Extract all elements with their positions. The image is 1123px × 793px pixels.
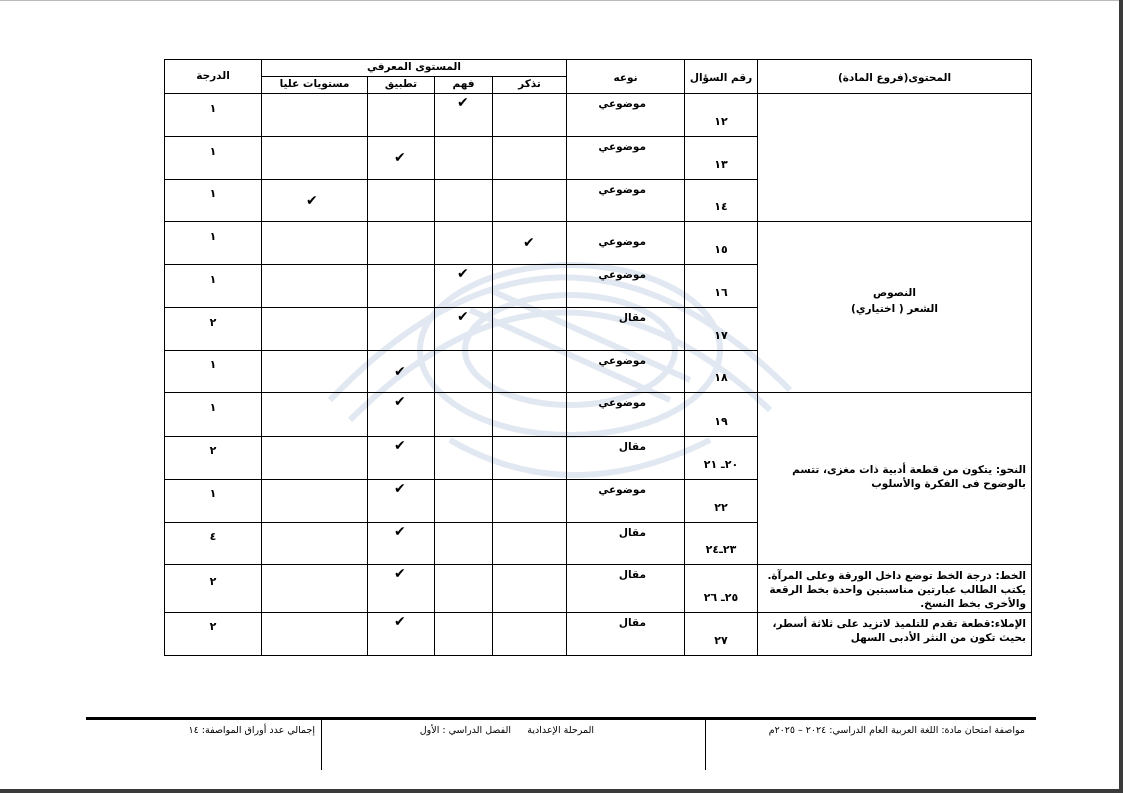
content-description: النحو: يتكون من قطعة أدبية ذات مغزى، تتسم بالوضوح فى الفكرة والأسلوب: [792, 464, 1026, 491]
header-question-number: رقم السؤال: [685, 60, 758, 94]
question-number: ١٤: [714, 200, 728, 214]
check-mark-icon: ✔: [394, 364, 406, 381]
level-understand-cell: [435, 180, 493, 222]
level-remember-cell: [493, 564, 567, 612]
level-understand-cell: [435, 564, 493, 612]
check-mark-icon: ✔: [394, 613, 406, 630]
question-type: مقال: [618, 440, 646, 453]
check-mark-icon: ✔: [394, 437, 406, 454]
level-apply-cell: [368, 94, 435, 137]
question-type: مقال: [618, 616, 646, 629]
check-mark-icon: ✔: [457, 266, 469, 283]
level-remember-cell: [493, 522, 567, 564]
grade-value: ٢: [209, 444, 217, 458]
question-number: ٢٧: [714, 634, 728, 647]
question-number: ١٩: [714, 414, 728, 428]
grade-cell: [165, 564, 262, 612]
page-top-edge: [0, 0, 1123, 1]
check-mark-icon: ✔: [394, 523, 406, 540]
question-number-cell: [685, 180, 758, 222]
grade-value: ١: [209, 101, 217, 115]
question-type-cell: [567, 436, 685, 479]
question-type: موضوعي: [598, 397, 646, 410]
question-type-cell: [567, 265, 685, 308]
grade-cell: [165, 436, 262, 479]
question-type-cell: [567, 393, 685, 436]
check-mark-icon: ✔: [394, 394, 406, 411]
content-cell: [758, 222, 1032, 393]
level-remember-cell: [493, 180, 567, 222]
question-type-cell: [567, 137, 685, 180]
question-type: موضوعي: [598, 355, 646, 368]
level-remember-cell: [493, 308, 567, 351]
grade-value: ١: [209, 272, 217, 286]
table-row: [165, 612, 1032, 655]
grade-value: ٢: [209, 574, 217, 588]
header-higher: مستويات عليا: [262, 77, 368, 94]
level-understand-cell: [435, 265, 493, 308]
grade-value: ١: [209, 487, 217, 501]
grade-value: ٢: [209, 620, 217, 634]
question-type-cell: [567, 94, 685, 137]
question-number-cell: [685, 137, 758, 180]
question-number: ٢٠ـ ٢١: [703, 457, 739, 471]
table-row: [165, 564, 1032, 612]
level-apply-cell: [368, 612, 435, 655]
level-higher-cell: [262, 137, 368, 180]
header-grade: الدرجة: [165, 60, 262, 94]
level-higher-cell: [262, 222, 368, 265]
level-understand-cell: [435, 308, 493, 351]
question-number-cell: [685, 479, 758, 522]
question-number: ١٢: [714, 115, 728, 129]
level-understand-cell: [435, 522, 493, 564]
grade-cell: [165, 265, 262, 308]
question-type: موضوعي: [598, 269, 646, 282]
header-content: المحتوى(فروع المادة): [758, 60, 1032, 94]
table-row: [165, 393, 1032, 436]
check-mark-icon: ✔: [523, 235, 535, 252]
question-number-cell: [685, 308, 758, 351]
content-cell: [758, 564, 1032, 612]
level-understand-cell: [435, 612, 493, 655]
question-number: ١٥: [714, 243, 728, 257]
check-mark-icon: ✔: [394, 480, 406, 497]
footer-rule: [86, 717, 1036, 720]
level-remember-cell: [493, 351, 567, 393]
question-number-cell: [685, 564, 758, 612]
grade-cell: [165, 351, 262, 393]
level-remember-cell: [493, 265, 567, 308]
question-number-cell: [685, 222, 758, 265]
footer-separator: [321, 720, 322, 770]
content-cell: [758, 94, 1032, 222]
question-type-cell: [567, 522, 685, 564]
header-type: نوعه: [567, 60, 685, 94]
header-cognitive-level: المستوى المعرفي: [262, 60, 567, 77]
exam-spec-table: [164, 59, 1032, 656]
table-body: [165, 94, 1032, 656]
level-remember-cell: [493, 393, 567, 436]
question-number-cell: [685, 351, 758, 393]
content-title: النصوص: [873, 287, 916, 300]
question-number: ١٨: [714, 371, 728, 385]
check-mark-icon: ✔: [394, 565, 406, 582]
level-higher-cell: [262, 436, 368, 479]
level-higher-cell: [262, 564, 368, 612]
question-type-cell: [567, 564, 685, 612]
question-type: مقال: [618, 568, 646, 581]
level-understand-cell: [435, 222, 493, 265]
footer-pages-count: إجمالي عدد أوراق المواصفة: ١٤: [188, 725, 315, 736]
level-understand-cell: [435, 94, 493, 137]
check-mark-icon: ✔: [457, 309, 469, 326]
question-number: ٢٥ـ ٢٦: [703, 590, 739, 604]
question-type: موضوعي: [598, 141, 646, 154]
content-subtitle: الشعر ( اختياري): [851, 303, 938, 316]
page-right-edge: [1119, 0, 1123, 793]
footer-separator: [705, 720, 706, 770]
question-number: ١٣: [714, 158, 728, 172]
level-remember-cell: [493, 94, 567, 137]
level-apply-cell: [368, 393, 435, 436]
level-understand-cell: [435, 393, 493, 436]
page-bottom-edge: [0, 789, 1123, 793]
level-higher-cell: [262, 265, 368, 308]
level-higher-cell: [262, 308, 368, 351]
level-apply-cell: [368, 265, 435, 308]
grade-value: ١: [209, 187, 217, 201]
check-mark-icon: ✔: [306, 193, 318, 210]
level-apply-cell: [368, 522, 435, 564]
question-number: ١٦: [714, 286, 728, 300]
header-understand: فهم: [435, 77, 493, 94]
grade-cell: [165, 612, 262, 655]
question-type: موضوعي: [598, 236, 646, 249]
level-remember-cell: [493, 612, 567, 655]
grade-value: ٢: [209, 315, 217, 329]
question-type: مقال: [618, 312, 646, 325]
grade-value: ١: [209, 400, 217, 414]
level-higher-cell: [262, 180, 368, 222]
question-type-cell: [567, 612, 685, 655]
level-higher-cell: [262, 393, 368, 436]
level-remember-cell: [493, 137, 567, 180]
question-number-cell: [685, 265, 758, 308]
grade-cell: [165, 393, 262, 436]
question-number: ٢٢: [714, 500, 728, 514]
question-type: مقال: [618, 526, 646, 539]
grade-cell: [165, 522, 262, 564]
header-remember: تذكر: [493, 77, 567, 94]
level-understand-cell: [435, 479, 493, 522]
grade-value: ١: [209, 229, 217, 243]
question-type: موضوعي: [598, 184, 646, 197]
level-higher-cell: [262, 522, 368, 564]
question-number-cell: [685, 612, 758, 655]
question-type-cell: [567, 180, 685, 222]
footer-title: مواصفة امتحان مادة: اللغة العربية العام الدراسي: ٢٠٢٤ – ٢٠٢٥م: [768, 725, 1025, 736]
grade-cell: [165, 137, 262, 180]
level-apply-cell: [368, 479, 435, 522]
grade-cell: [165, 94, 262, 137]
grade-value: ١: [209, 358, 217, 372]
grade-cell: [165, 308, 262, 351]
level-remember-cell: [493, 436, 567, 479]
level-apply-cell: [368, 137, 435, 180]
content-description: الإملاء:قطعة تقدم للتلميذ لاتزيد على ثلاثة أسطر، بحيث تكون من النثر الأدبى السهل: [772, 617, 1026, 644]
level-higher-cell: [262, 479, 368, 522]
footer-term: الفصل الدراسي : الأول: [419, 725, 511, 736]
content-cell: [758, 612, 1032, 655]
level-apply-cell: [368, 351, 435, 393]
level-apply-cell: [368, 180, 435, 222]
level-understand-cell: [435, 351, 493, 393]
level-apply-cell: [368, 222, 435, 265]
level-remember-cell: [493, 222, 567, 265]
header-apply: تطبيق: [368, 77, 435, 94]
level-higher-cell: [262, 351, 368, 393]
question-type: موضوعي: [598, 483, 646, 496]
level-understand-cell: [435, 436, 493, 479]
check-mark-icon: ✔: [457, 95, 469, 112]
content-description: الخط: درجة الخط توضع داخل الورقة وعلى المرآة. يكتب الطالب عبارتين مناسبتين واحدة بخط الرقعة والأخرى بخط النسخ.: [767, 569, 1026, 610]
question-number-cell: [685, 393, 758, 436]
grade-cell: [165, 180, 262, 222]
level-apply-cell: [368, 308, 435, 351]
level-apply-cell: [368, 564, 435, 612]
question-number-cell: [685, 522, 758, 564]
grade-value: ١: [209, 144, 217, 158]
table-row: [165, 94, 1032, 137]
question-number: ٢٣ـ٢٤: [705, 542, 737, 556]
grade-cell: [165, 479, 262, 522]
content-cell: [758, 393, 1032, 564]
level-remember-cell: [493, 479, 567, 522]
footer-stage: المرحلة الإعدادية: [527, 725, 594, 736]
question-number: ١٧: [714, 329, 728, 343]
level-apply-cell: [368, 436, 435, 479]
check-mark-icon: ✔: [394, 150, 406, 167]
question-type-cell: [567, 479, 685, 522]
table-row: [165, 222, 1032, 265]
grade-value: ٤: [209, 529, 217, 543]
question-type: موضوعي: [598, 98, 646, 111]
question-number-cell: [685, 436, 758, 479]
question-number-cell: [685, 94, 758, 137]
level-higher-cell: [262, 612, 368, 655]
grade-cell: [165, 222, 262, 265]
level-higher-cell: [262, 94, 368, 137]
question-type-cell: [567, 222, 685, 265]
level-understand-cell: [435, 137, 493, 180]
question-type-cell: [567, 351, 685, 393]
question-type-cell: [567, 308, 685, 351]
